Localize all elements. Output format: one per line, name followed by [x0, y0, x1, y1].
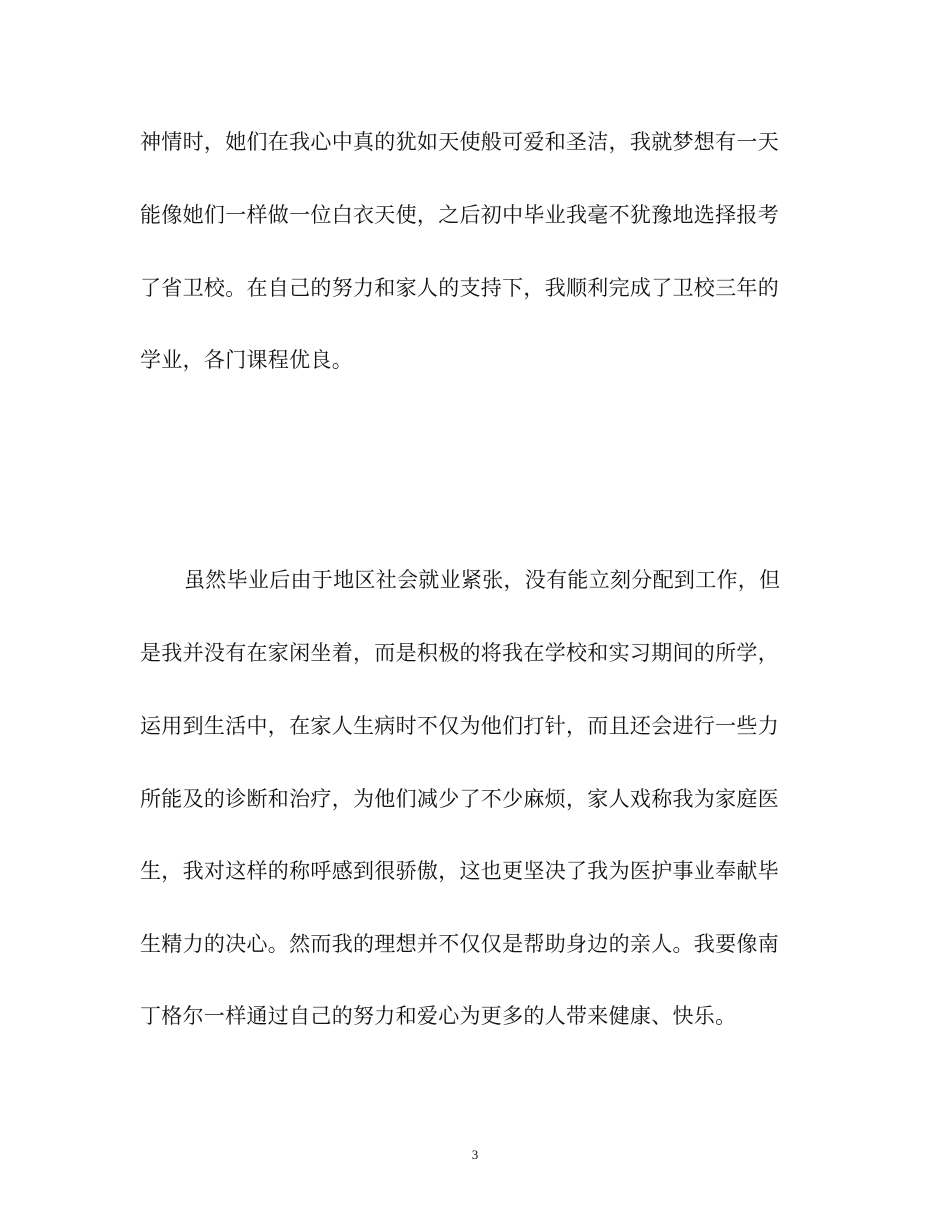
paragraph-line: 学业，各门课程优良。 [140, 348, 353, 372]
page-number: 3 [471, 1147, 479, 1162]
paragraph-line: 了省卫校。在自己的努力和家人的支持下，我顺利完成了卫校三年的 [140, 276, 779, 300]
paragraph-line: 是我并没有在家闲坐着，而是积极的将我在学校和实习期间的所学， [140, 641, 779, 665]
paragraph-line: 生，我对这样的称呼感到很骄傲，这也更坚决了我为医护事业奉献毕 [140, 859, 779, 883]
paragraph-line: 虽然毕业后由于地区社会就业紧张，没有能立刻分配到工作，但 [184, 568, 781, 592]
paragraph-line: 生精力的决心。然而我的理想并不仅仅是帮助身边的亲人。我要像南 [140, 932, 779, 956]
paragraph-line: 神情时，她们在我心中真的犹如天使般可爱和圣洁，我就梦想有一天 [140, 130, 779, 154]
paragraph-line: 运用到生活中，在家人生病时不仅为他们打针，而且还会进行一些力 [140, 714, 779, 738]
paragraph-line: 所能及的诊断和治疗，为他们减少了不少麻烦，家人戏称我为家庭医 [140, 787, 779, 811]
paragraph-line: 丁格尔一样通过自己的努力和爱心为更多的人带来健康、快乐。 [140, 1004, 737, 1028]
paragraph-line: 能像她们一样做一位白衣天使，之后初中毕业我毫不犹豫地选择报考 [140, 203, 779, 227]
